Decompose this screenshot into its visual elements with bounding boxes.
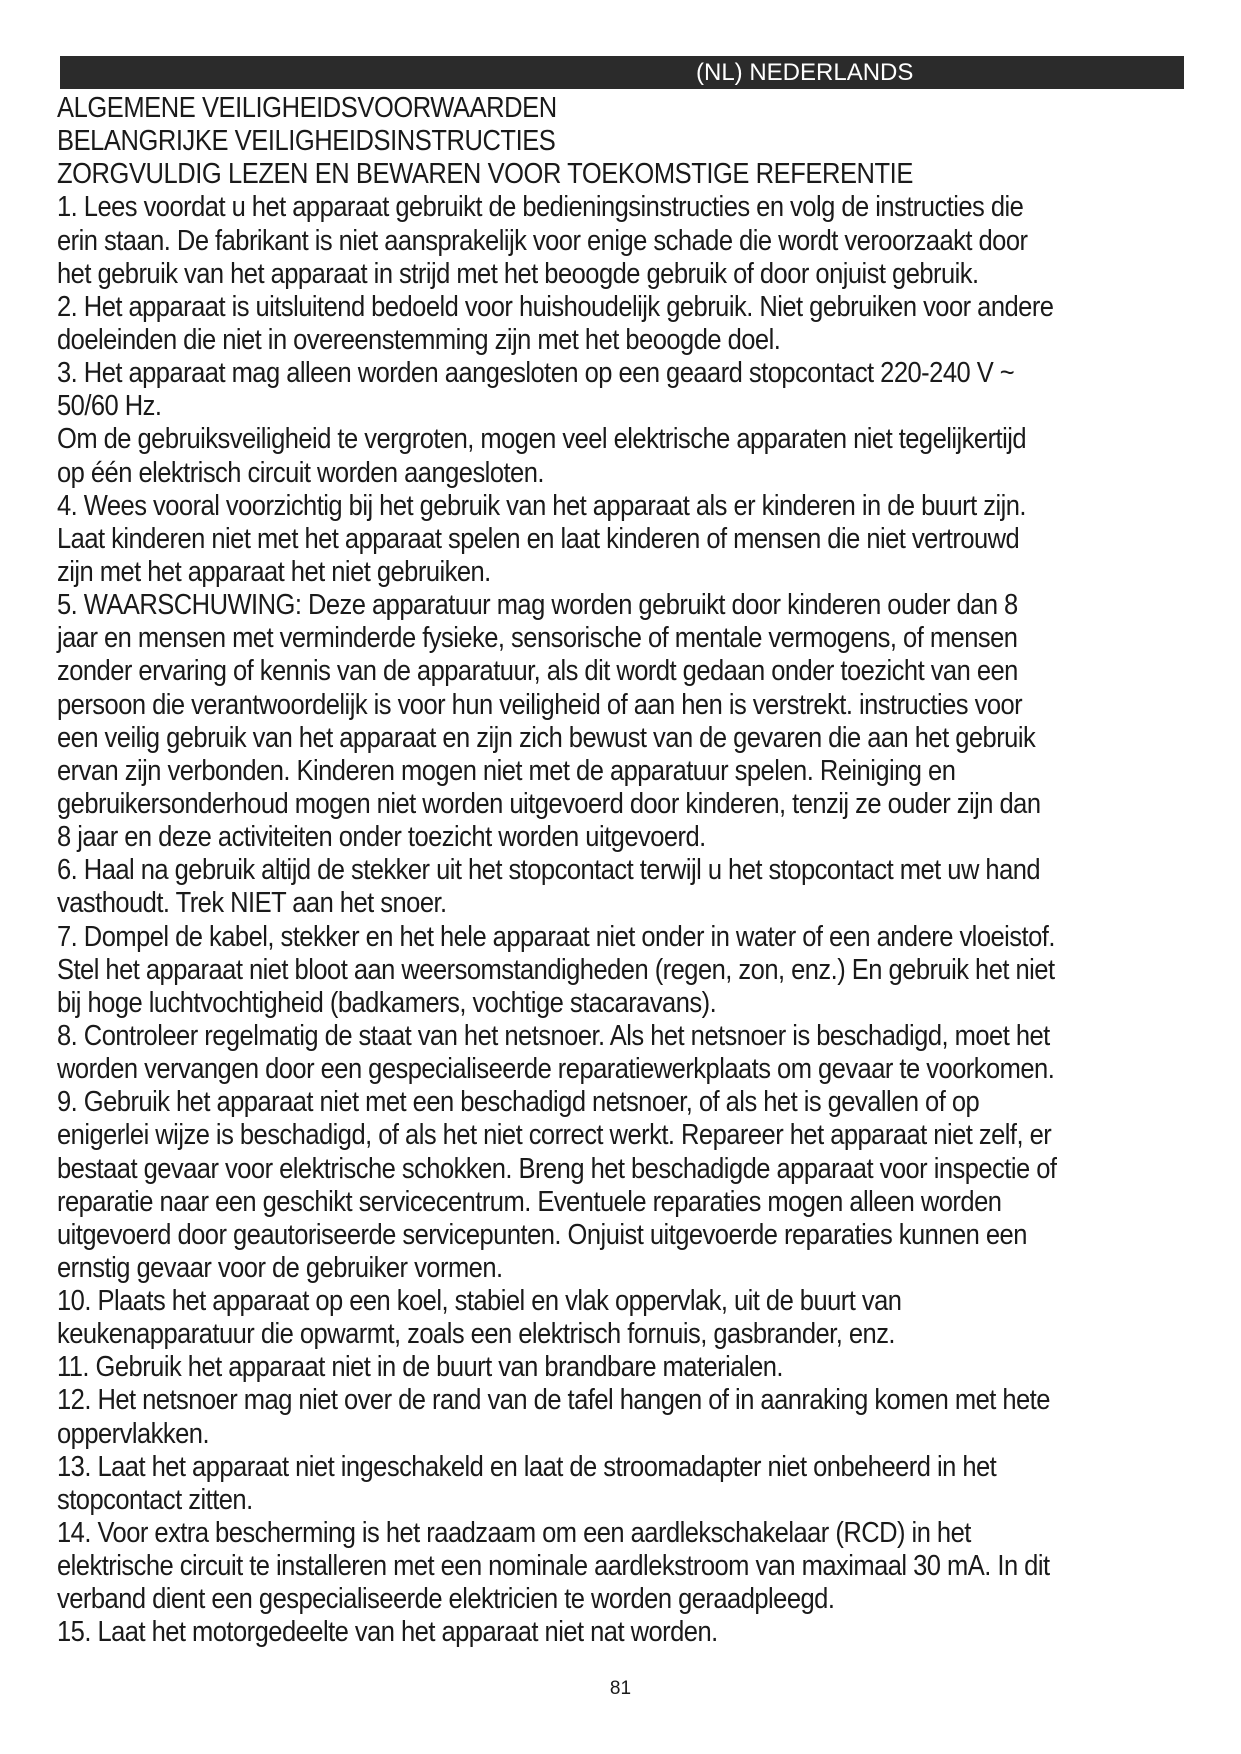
instruction-line: 13. Laat het apparaat niet ingeschakeld en laat de stroomadapter niet onbeheerd in het (57, 1450, 997, 1483)
instruction-line: Laat kinderen niet met het apparaat spelen en laat kinderen of mensen die niet vertrouwd (57, 522, 1020, 555)
language-label: (NL) NEDERLANDS (696, 59, 914, 86)
instruction-line: 6. Haal na gebruik altijd de stekker uit het stopcontact terwijl u het stopcontact met uw hand (57, 854, 1041, 887)
instruction-line: 5. WAARSCHUWING: Deze apparatuur mag worden gebruikt door kinderen ouder dan 8 (57, 589, 1018, 622)
instruction-text (57, 191, 1192, 1649)
instruction-line: 1. Lees voordat u het apparaat gebruikt de bedieningsinstructies en volg de instructies die (57, 191, 1024, 224)
instruction-line: jaar en mensen met verminderde fysieke, sensorische of mentale vermogens, of mensen (57, 622, 1018, 655)
safety-instructions (57, 92, 1192, 1650)
instruction-line: zijn met het apparaat het niet gebruiken. (57, 555, 491, 588)
instruction-line: verband dient een gespecialiseerde elektricien te worden geraadpleegd. (57, 1583, 835, 1616)
instruction-line: 7. Dompel de kabel, stekker en het hele apparaat niet onder in water of een andere vloeistof. (57, 920, 1055, 953)
instruction-line: 14. Voor extra bescherming is het raadzaam om een aardlekschakelaar (RCD) in het (57, 1517, 971, 1550)
heading-read-carefully: ZORGVULDIG LEZEN EN BEWAREN VOOR TOEKOMSTIGE REFERENTIE (57, 158, 913, 191)
instruction-line: worden vervangen door een gespecialiseerde reparatiewerkplaats om gevaar te voorkomen. (57, 1053, 1055, 1086)
instruction-line: gebruikersonderhoud mogen niet worden uitgevoerd door kinderen, tenzij ze ouder zijn dan (57, 787, 1041, 820)
instruction-line: ernstig gevaar voor de gebruiker vormen. (57, 1251, 503, 1284)
instruction-line: 3. Het apparaat mag alleen worden aangesloten op een geaard stopcontact 220-240 V ~ (57, 357, 1015, 390)
instruction-line: uitgevoerd door geautoriseerde servicepunten. Onjuist uitgevoerde reparaties kunnen een (57, 1218, 1027, 1251)
instruction-line: doeleinden die niet in overeenstemming zijn met het beoogde doel. (57, 323, 781, 356)
instruction-line: 4. Wees vooral voorzichtig bij het gebruik van het apparaat als er kinderen in de buurt zijn. (57, 489, 1026, 522)
instruction-line: bij hoge luchtvochtigheid (badkamers, vochtige stacaravans). (57, 986, 717, 1019)
language-header-bar (60, 56, 1184, 89)
instruction-line: het gebruik van het apparaat in strijd met het beoogde gebruik of door onjuist gebruik. (57, 257, 979, 290)
instruction-line: 50/60 Hz. (57, 390, 162, 423)
instruction-line: enigerlei wijze is beschadigd, of als het niet correct werkt. Repareer het apparaat niet zelf, er (57, 1119, 1052, 1152)
instruction-line: elektrische circuit te installeren met een nominale aardlekstroom van maximaal 30 mA. In dit (57, 1550, 1050, 1583)
instruction-line: bestaat gevaar voor elektrische schokken. Breng het beschadigde apparaat voor inspectie of (57, 1152, 1057, 1185)
heading-general-safety: ALGEMENE VEILIGHEIDSVOORWAARDEN (57, 92, 557, 124)
page-number: 81 (609, 1678, 632, 1699)
instruction-line: keukenapparatuur die opwarmt, zoals een elektrisch fornuis, gasbrander, enz. (57, 1318, 895, 1351)
instruction-line: 10. Plaats het apparaat op een koel, stabiel en vlak oppervlak, uit de buurt van (57, 1285, 902, 1318)
instruction-line: erin staan. De fabrikant is niet aansprakelijk voor enige schade die wordt veroorzaakt door (57, 224, 1028, 257)
instruction-line: zonder ervaring of kennis van de apparatuur, als dit wordt gedaan onder toezicht van een (57, 655, 1018, 688)
instruction-line: 12. Het netsnoer mag niet over de rand van de tafel hangen of in aanraking komen met hete (57, 1384, 1050, 1417)
instruction-line: oppervlakken. (57, 1417, 210, 1450)
instruction-line: op één elektrisch circuit worden aangesloten. (57, 456, 544, 489)
instruction-line: 8. Controleer regelmatig de staat van het netsnoer. Als het netsnoer is beschadigd, moet het (57, 1019, 1050, 1052)
instruction-line: vasthoudt. Trek NIET aan het snoer. (57, 887, 447, 920)
instruction-line: reparatie naar een geschikt servicecentrum. Eventuele reparaties mogen alleen worden (57, 1185, 1002, 1218)
instruction-line: ervan zijn verbonden. Kinderen mogen niet met de apparatuur spelen. Reiniging en (57, 754, 956, 787)
heading-important-instructions: BELANGRIJKE VEILIGHEIDSINSTRUCTIES (57, 125, 556, 158)
instruction-line: Stel het apparaat niet bloot aan weersomstandigheden (regen, zon, enz.) En gebruik het niet (57, 953, 1055, 986)
instruction-line: 15. Laat het motorgedeelte van het apparaat niet nat worden. (57, 1616, 718, 1649)
instruction-line: Om de gebruiksveiligheid te vergroten, mogen veel elektrische apparaten niet tegelijkertijd (57, 423, 1027, 456)
instruction-line: persoon die verantwoordelijk is voor hun veiligheid of aan hen is verstrekt. instructies voor (57, 688, 1023, 721)
instruction-line: 8 jaar en deze activiteiten onder toezicht worden uitgevoerd. (57, 821, 706, 854)
instruction-line: stopcontact zitten. (57, 1483, 253, 1516)
instruction-line: een veilig gebruik van het apparaat en zijn zich bewust van de gevaren die aan het gebruik (57, 721, 1036, 754)
instruction-line: 9. Gebruik het apparaat niet met een beschadigd netsnoer, of als het is gevallen of op (57, 1086, 980, 1119)
instruction-line: 2. Het apparaat is uitsluitend bedoeld voor huishoudelijk gebruik. Niet gebruiken voor andere (57, 290, 1054, 323)
instruction-line: 11. Gebruik het apparaat niet in de buurt van brandbare materialen. (57, 1351, 783, 1384)
